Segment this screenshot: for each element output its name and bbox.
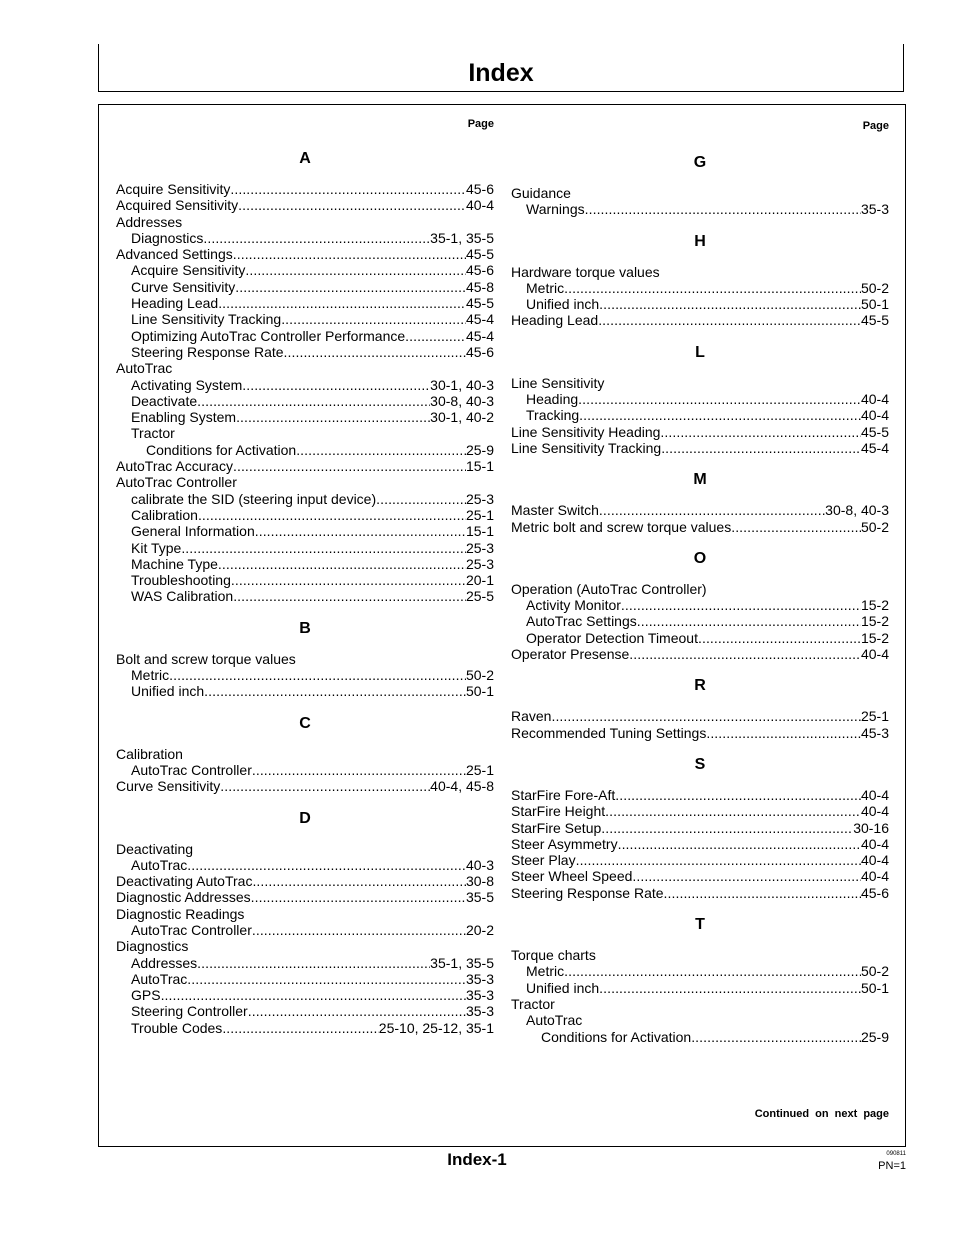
entry-term: StarFire Setup [511,819,602,836]
entry-term: AutoTrac [116,360,173,377]
leader-dots [252,922,466,938]
entry-term: Recommended Tuning Settings [511,724,707,741]
index-entry [511,885,889,901]
entry-term: AutoTrac [526,1012,583,1029]
entry-term: Unified inch [131,683,205,700]
index-entry [116,311,494,327]
entry-page: 35-1, 35-5 [430,954,494,971]
leader-dots [296,442,466,458]
entry-term: Curve Sensitivity [131,278,236,295]
leader-dots [238,197,466,213]
leader-dots [197,955,430,971]
entry-term: Steering Controller [131,1003,248,1020]
index-entry [116,491,494,507]
entry-term: AutoTrac Controller [116,474,237,491]
index-entry [511,725,889,741]
leader-dots [598,312,861,328]
entry-page: 30-16 [853,819,889,836]
index-entry [116,556,494,572]
page-column-header: Page [862,120,889,132]
entry-term: Activating System [131,376,243,393]
leader-dots [236,409,430,425]
entry-term: Hardware torque values [511,263,660,280]
index-entry [511,630,889,646]
leader-dots [220,778,430,794]
leader-dots [405,328,466,344]
entry-page: 40-4 [860,391,889,408]
leader-dots [698,630,861,646]
index-entry [511,519,889,535]
index-entry [116,246,494,262]
footer-page-label: Index-1 [447,1150,507,1169]
entry-term: Kit Type [131,539,182,556]
leader-dots [579,407,861,423]
index-entry [511,646,889,662]
leader-dots [222,1020,378,1036]
entry-page: 45-5 [860,423,889,440]
index-entry [511,440,889,456]
entry-term: Diagnostics [116,938,189,955]
index-entry [511,868,889,884]
index-entry [511,296,889,312]
index-entry [116,295,494,311]
entry-page: 50-2 [860,963,889,980]
entry-page: 50-1 [860,979,889,996]
entry-term: WAS Calibration [131,588,234,605]
leader-dots [281,311,466,327]
footer-code: 090811 [886,1151,906,1157]
title-box [98,44,904,92]
leader-dots [691,1029,861,1045]
leader-dots [181,540,466,556]
entry-term: Steer Play [511,852,576,869]
leader-dots [605,803,861,819]
entry-page: 40-4 [465,197,494,214]
entry-term: Deactivate [131,392,198,409]
leader-dots [599,980,861,996]
entry-term: Steer Asymmetry [511,835,618,852]
entry-term: Tractor [511,995,555,1012]
entry-page: 45-4 [465,311,494,328]
entry-page: 45-6 [465,262,494,279]
entry-term: AutoTrac Controller [131,921,252,938]
index-entry [116,409,494,425]
entry-page: 30-8, 40-3 [430,392,494,409]
leader-dots [235,279,466,295]
leader-dots [376,491,466,507]
leader-dots [661,440,861,456]
entry-page: 30-8 [465,873,494,890]
leader-dots [187,971,466,987]
leader-dots [242,377,430,393]
leader-dots [252,762,466,778]
entry-term: Metric bolt and screw torque values [511,518,732,535]
entry-term: Optimizing AutoTrac Controller Performance [131,327,406,344]
leader-dots [198,507,466,523]
entry-term: Unified inch [526,296,600,313]
leader-dots [637,613,861,629]
index-entry [116,360,494,376]
entry-page: 15-1 [465,458,494,475]
entry-page: 45-6 [860,884,889,901]
entry-page: 45-6 [465,343,494,360]
entry-page: 45-8 [465,278,494,295]
entry-term: Line Sensitivity [511,374,605,391]
entry-page: 45-5 [465,246,494,263]
entry-page: 40-4 [860,786,889,803]
index-entry [511,264,889,280]
entry-term: Addresses [131,954,198,971]
entry-page: 25-3 [465,539,494,556]
index-entry [116,873,494,889]
leader-dots [252,873,466,889]
index-entry [116,906,494,922]
section-letter: A [299,150,311,167]
index-entry [116,181,494,197]
index-entry [511,820,889,836]
entry-page: 15-2 [860,597,889,614]
index-entry [116,262,494,278]
index-entry [511,407,889,423]
entry-term: Acquire Sensitivity [116,181,231,197]
entry-page: 45-4 [465,327,494,344]
entry-term: Calibration [116,745,183,762]
entry-page: 50-1 [465,683,494,700]
index-entry [511,375,889,391]
index-entry [116,442,494,458]
index-entry [511,787,889,803]
entry-term: Steering Response Rate [131,343,284,360]
leader-dots [233,246,466,262]
right-column [511,105,889,1045]
entry-term: Operation (AutoTrac Controller) [511,580,707,597]
leader-dots [284,344,466,360]
entry-page: 40-4 [860,852,889,869]
index-entry [116,393,494,409]
entry-term: AutoTrac Controller [131,761,252,778]
index-entry [116,425,494,441]
index-entry [511,581,889,597]
index-entry [511,280,889,296]
section-letter: G [693,154,707,171]
entry-page: 45-6 [465,181,494,197]
leader-dots [230,181,466,197]
index-entry [116,540,494,556]
leader-dots [218,295,466,311]
leader-dots [599,502,825,518]
leader-dots [706,725,861,741]
index-entry [511,312,889,328]
entry-term: Master Switch [511,502,599,519]
entry-term: Raven [511,708,552,725]
footer-pn: PN=1 [878,1160,906,1172]
index-entry [511,201,889,217]
index-entry [511,803,889,819]
leader-dots [632,868,861,884]
entry-page: 30-1, 40-3 [430,376,494,393]
entry-page: 20-1 [465,572,494,589]
entry-term: Steering Response Rate [511,884,664,901]
index-entry [511,391,889,407]
leader-dots [203,230,430,246]
entry-page: 40-4 [860,835,889,852]
entry-page: 35-1, 35-5 [430,229,494,246]
entry-term: AutoTrac [131,970,188,987]
index-entry [511,185,889,201]
entry-term: calibrate the SID (steering input device) [131,490,377,507]
entry-term: Enabling System [131,409,237,426]
leader-dots [231,572,466,588]
entry-term: Diagnostic Readings [116,905,245,922]
index-entry [116,214,494,230]
index-entry [511,996,889,1012]
entry-page: 25-3 [465,490,494,507]
entry-term: StarFire Height [511,803,606,820]
index-entry [511,1012,889,1028]
index-entry [116,922,494,938]
index-entry [116,938,494,954]
index-entry [116,377,494,393]
leader-dots [601,820,853,836]
entry-term: Steer Wheel Speed [511,868,633,885]
entry-page: 50-2 [860,279,889,296]
entry-term: Metric [131,667,170,684]
index-entry [116,746,494,762]
entry-term: Line Sensitivity Heading [511,423,661,440]
entry-term: Line Sensitivity Tracking [131,311,282,328]
index-entry [116,987,494,1003]
leader-dots [187,857,466,873]
entry-page: 15-1 [465,523,494,540]
entry-term: Activity Monitor [526,597,621,614]
leader-dots [664,885,861,901]
section-letter: L [695,343,705,361]
leader-dots [204,683,466,699]
index-entry [116,762,494,778]
entry-term: Heading [526,391,579,408]
index-entry [116,1020,494,1036]
entry-page: 40-3 [465,856,494,873]
entry-page: 20-2 [465,921,494,938]
leader-dots [245,262,466,278]
entry-term: StarFire Fore-Aft [511,786,616,803]
index-frame [98,104,906,1147]
entry-page: 25-1 [465,506,494,523]
index-entry [511,836,889,852]
entry-page: 25-10, 25-12, 35-1 [378,1019,494,1036]
index-entry [116,328,494,344]
entry-term: Acquire Sensitivity [131,262,246,279]
leader-dots [629,646,861,662]
section-letter: R [694,677,706,695]
entry-term: Guidance [511,185,571,201]
leader-dots [660,424,861,440]
entry-term: Diagnostics [131,229,204,246]
index-entry [511,502,889,518]
entry-term: Torque charts [511,947,596,964]
page-title: Index [468,59,534,87]
entry-term: Diagnostic Addresses [116,889,251,906]
entry-page: 35-5 [465,889,494,906]
section-letter: B [299,619,311,637]
section-letter: O [693,549,707,567]
leader-dots [551,708,861,724]
index-entry [511,597,889,613]
entry-term: GPS [131,987,161,1004]
leader-dots [731,519,861,535]
index-entry [511,852,889,868]
leader-dots [233,588,466,604]
entry-term: Conditions for Activation [541,1028,692,1045]
entry-term: Warnings [526,201,585,218]
leader-dots [576,852,861,868]
entry-term: Heading Lead [131,295,219,312]
entry-term: AutoTrac Accuracy [116,458,233,475]
entry-page: 30-1, 40-2 [430,409,494,426]
leader-dots [233,458,466,474]
index-entry [116,588,494,604]
index-entry [511,980,889,996]
leader-dots [248,1003,466,1019]
index-entry [116,667,494,683]
leader-dots [578,391,861,407]
section-letter: C [299,714,311,732]
entry-term: Operator Detection Timeout [526,629,698,646]
index-entry [511,963,889,979]
leader-dots [169,667,466,683]
entry-page: 50-2 [860,518,889,535]
section-letter: T [695,916,705,934]
leader-dots [251,889,466,905]
entry-term: Advanced Settings [116,246,233,263]
entry-page: 25-9 [465,441,494,458]
entry-page: 25-1 [465,761,494,778]
entry-term: Unified inch [526,979,600,996]
entry-page: 30-8, 40-3 [825,502,889,519]
section-letter: D [299,809,311,827]
index-entry [116,841,494,857]
index-entry [116,683,494,699]
entry-term: AutoTrac Settings [526,613,637,630]
index-entry [511,424,889,440]
leader-dots [599,296,861,312]
entry-term: Metric [526,279,565,296]
entry-term: Operator Presense [511,646,630,663]
index-entry [116,1003,494,1019]
entry-term: Deactivating AutoTrac [116,873,253,890]
index-entry [116,474,494,490]
entry-page: 50-1 [860,296,889,313]
entry-term: Tracking [526,407,580,424]
leader-dots [615,787,861,803]
entry-term: General Information [131,523,255,540]
entry-term: Bolt and screw torque values [116,650,296,667]
index-entry [116,507,494,523]
entry-term: Acquired Sensitivity [116,197,239,214]
entry-page: 40-4 [860,646,889,663]
entry-page: 45-3 [860,724,889,741]
entry-page: 50-2 [465,667,494,684]
leader-dots [621,597,861,613]
entry-page: 45-5 [465,295,494,312]
index-entry [116,955,494,971]
index-entry [116,651,494,667]
entry-term: Trouble Codes [131,1019,223,1036]
entry-page: 35-3 [465,970,494,987]
index-entry [116,344,494,360]
index-entry [116,857,494,873]
left-column [116,105,494,1036]
index-entry [116,889,494,905]
entry-page: 35-3 [465,987,494,1004]
leader-dots [161,987,466,1003]
entry-page: 35-3 [860,201,889,218]
index-entry [511,708,889,724]
index-entry [116,523,494,539]
index-entry [116,572,494,588]
entry-term: Machine Type [131,555,218,572]
section-letter: H [694,232,706,250]
index-entry [116,197,494,213]
page-column-header: Page [467,118,494,130]
entry-page: 35-3 [465,1003,494,1020]
index-entry [116,279,494,295]
leader-dots [255,523,466,539]
continued-note: Continued on next page [754,1108,889,1120]
entry-page: 40-4 [860,803,889,820]
entry-page: 25-3 [465,555,494,572]
entry-term: AutoTrac [131,856,188,873]
entry-page: 40-4 [860,407,889,424]
entry-term: Metric [526,963,565,980]
entry-term: Curve Sensitivity [116,778,221,795]
section-letter: M [693,471,707,489]
entry-term: Tractor [131,425,175,442]
entry-term: Line Sensitivity Tracking [511,439,662,456]
section-letter: S [694,755,706,773]
leader-dots [564,963,861,979]
leader-dots [585,201,861,217]
entry-term: Calibration [131,506,198,523]
leader-dots [218,556,466,572]
entry-page: 15-2 [860,629,889,646]
leader-dots [618,836,861,852]
entry-page: 25-9 [860,1028,889,1045]
entry-page: 40-4 [860,868,889,885]
entry-page: 40-4, 45-8 [430,778,494,795]
entry-term: Heading Lead [511,312,599,329]
entry-page: 45-4 [860,439,889,456]
index-entry [116,230,494,246]
index-entry [511,947,889,963]
index-entry [116,458,494,474]
entry-page: 25-1 [860,708,889,725]
index-entry [116,971,494,987]
entry-term: Troubleshooting [131,572,231,589]
entry-term: Deactivating [116,840,194,857]
leader-dots [197,393,430,409]
entry-page: 25-5 [465,588,494,605]
entry-page: 45-5 [860,312,889,329]
index-entry [511,613,889,629]
entry-page: 15-2 [860,613,889,630]
entry-term: Conditions for Activation [146,441,297,458]
entry-term: Addresses [116,213,183,230]
index-entry [116,778,494,794]
leader-dots [564,280,861,296]
index-entry [511,1029,889,1045]
